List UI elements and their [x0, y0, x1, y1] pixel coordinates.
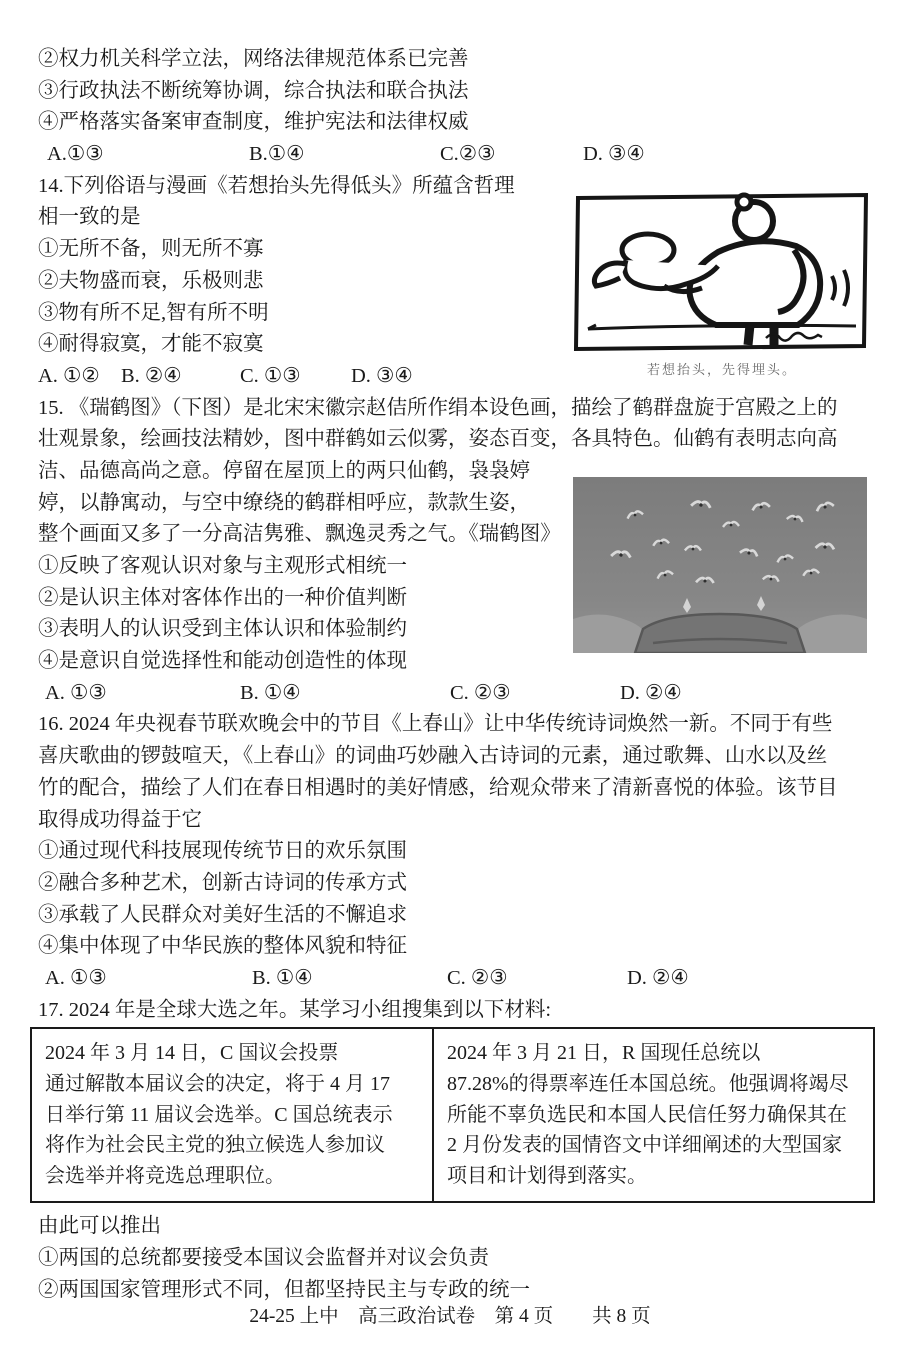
q13-option-a: A.①③ — [47, 143, 104, 166]
q14-stem-line-1: 14.下列俗语与漫画《若想抬头先得低头》所蕴含哲理 — [38, 174, 515, 197]
q15-stem-line-5: 整个画面又多了一分高洁隽雅、飘逸灵秀之气。《瑞鹤图》 — [38, 523, 561, 546]
q17-item-1: ①两国的总统都要接受本国议会监督并对议会负责 — [38, 1247, 489, 1269]
q14-item-2: ②夫物盛而衰，乐极则悲 — [38, 269, 264, 292]
q16-stem-line-2: 喜庆歌曲的锣鼓喧天，《上春山》的词曲巧妙融入古诗词的元素，通过歌舞、山水以及丝 — [38, 745, 828, 768]
q15-stem-line-4: 婷，以静寓动，与空中缭绕的鹤群相呼应，款款生姿， — [38, 491, 530, 514]
palace-roof — [635, 614, 805, 653]
q13-item-2: ②权力机关科学立法，网络法律规范体系已完善 — [38, 48, 469, 70]
q15-options-row — [38, 678, 872, 710]
q16-stem-line-4: 取得成功得益于它 — [38, 808, 202, 831]
page-footer: 24-25 上中 高三政治试卷 第 4 页 共 8 页 — [249, 1306, 651, 1327]
q15-stem-line-2: 壮观景象，绘画技法精妙，图中群鹤如云似雾，姿态百变，各具特色。仙鹤有表明志向高 — [38, 428, 838, 451]
q17-right-line: 2 月份发表的国情咨文中详细阐述的大型国家 — [447, 1134, 842, 1157]
q17-materials-table — [30, 1027, 875, 1203]
figure-leg — [748, 325, 750, 345]
figure-topknot — [737, 195, 751, 209]
q14-cartoon-image — [568, 188, 876, 356]
q17-right-line: 项目和计划得到落实。 — [447, 1164, 647, 1187]
q16-option-c: C. ②③ — [447, 966, 508, 989]
q15-option-a: A. ①③ — [45, 681, 107, 704]
q13-item-4: ④严格落实备案审查制度，维护宪法和法律权威 — [38, 111, 469, 134]
q15-stem-line-3: 洁、品德高尚之意。停留在屋顶上的两只仙鹤，袅袅婷 — [38, 459, 530, 482]
cranes-painting-icon — [573, 477, 867, 653]
q15-item-2: ②是认识主体对客体作出的一种价值判断 — [38, 586, 407, 609]
q14-item-1: ①无所不备，则无所不寡 — [38, 238, 264, 261]
q13-options-row — [38, 139, 872, 171]
q17-right-line: 2024 年 3 月 21 日，R 国现任总统以 — [447, 1042, 761, 1065]
q13-option-c: C.②③ — [440, 143, 496, 166]
q17-after-table: 由此可以推出 — [38, 1215, 161, 1238]
q17-left-line: 会选举并将竞选总理职位。 — [45, 1164, 285, 1187]
q14-option-a: A. ①② — [38, 364, 100, 387]
q13-option-b: B.①④ — [249, 143, 305, 166]
teapot-spout — [594, 263, 626, 286]
q14-option-d: D. ③④ — [351, 364, 413, 387]
q16-options-row — [38, 963, 872, 995]
q17-item-2: ②两国国家管理形式不同，但都坚持民主与专政的统一 — [38, 1278, 530, 1301]
q16-option-b: B. ①④ — [252, 966, 313, 989]
q16-option-d: D. ②④ — [627, 966, 689, 989]
q14-stem-line-2: 相一致的是 — [38, 206, 141, 229]
q15-ruihetu-painting-image — [573, 477, 867, 653]
q15-item-4: ④是意识自觉选择性和能动创造性的体现 — [38, 650, 407, 673]
q16-stem-line-3: 竹的配合，描绘了人们在春日相遇时的美好情感，给观众带来了清新喜悦的体验。该节目 — [38, 776, 838, 799]
q15-option-c: C. ②③ — [450, 681, 511, 704]
q15-stem-line-1: 15. 《瑞鹤图》（下图）是北宋宋徽宗赵佶所作绢本设色画，描绘了鹤群盘旋于宫殿之上的 — [38, 396, 838, 419]
q17-left-line: 日举行第 11 届议会选举。C 国总统表示 — [45, 1103, 393, 1126]
q16-item-1: ①通过现代科技展现传统节日的欢乐氛围 — [38, 840, 407, 863]
q14-option-c: C. ①③ — [240, 364, 301, 387]
motion-mark-icon — [832, 276, 835, 300]
q14-item-3: ③物有所不足,智有所不明 — [38, 301, 269, 324]
q15-option-d: D. ②④ — [620, 681, 682, 704]
q17-table-cell-left — [32, 1029, 434, 1201]
q17-left-line: 通过解散本届议会的决定，将于 4 月 17 — [45, 1072, 390, 1095]
q16-stem-line-1: 16. 2024 年央视春节联欢晚会中的节目《上春山》让中华传统诗词焕然一新。不同于有些 — [38, 713, 833, 736]
q14-option-b: B. ②④ — [121, 364, 182, 387]
bowing-figure-cartoon-icon — [568, 188, 876, 356]
q16-option-a: A. ①③ — [45, 966, 107, 989]
q15-option-b: B. ①④ — [240, 681, 301, 704]
q15-item-3: ③表明人的认识受到主体认识和体验制约 — [38, 618, 407, 641]
q16-item-4: ④集中体现了中华民族的整体风貌和特征 — [38, 935, 407, 958]
q17-stem: 17. 2024 年是全球大选之年。某学习小组搜集到以下材料: — [38, 998, 552, 1021]
q13-option-d: D. ③④ — [583, 143, 645, 166]
q14-cartoon-caption: 若想抬头，先得埋头。 — [646, 362, 797, 377]
q13-item-3: ③行政执法不断统筹协调，综合执法和联合执法 — [38, 79, 469, 102]
q17-left-line: 将作为社会民主党的独立候选人参加议 — [45, 1134, 385, 1157]
q17-right-line: 87.28%的得票率连任本国总统。他强调将竭尽 — [447, 1072, 849, 1095]
q17-table-cell-right — [434, 1029, 873, 1201]
q16-item-3: ③承载了人民群众对美好生活的不懈追求 — [38, 903, 407, 926]
motion-mark-icon — [844, 270, 848, 306]
q15-item-1: ①反映了客观认识对象与主观形式相统一 — [38, 555, 407, 577]
q17-right-line: 所能不辜负选民和本国人民信任努力确保其在 — [447, 1103, 847, 1126]
q17-left-line: 2024 年 3 月 14 日，C 国议会投票 — [45, 1042, 339, 1065]
q14-item-4: ④耐得寂寞，才能不寂寞 — [38, 333, 264, 356]
q16-item-2: ②融合多种艺术，创新古诗词的传承方式 — [38, 871, 407, 894]
